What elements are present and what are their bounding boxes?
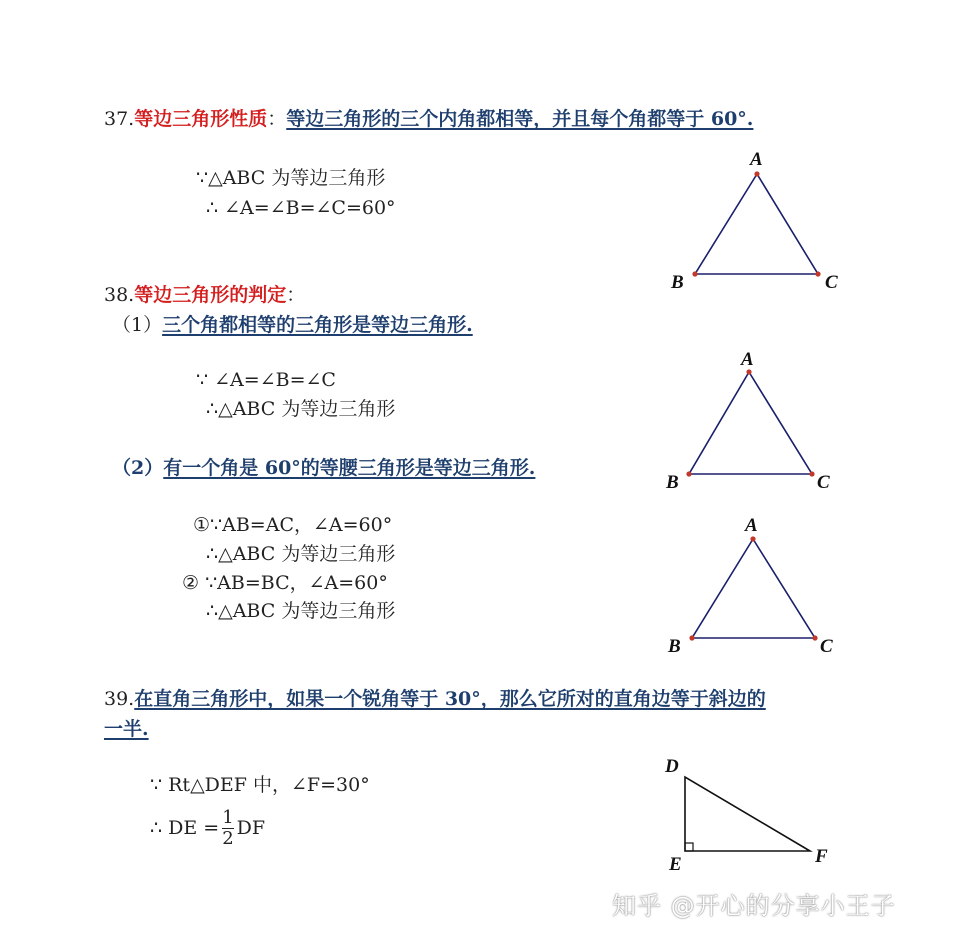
part-label: （2） xyxy=(112,457,164,479)
label-f: F xyxy=(815,846,828,867)
s38-c2-because: ② ∵AB=BC，∠A=60° xyxy=(182,572,388,594)
part-statement: 有一个角是 60°的等腰三角形是等边三角形. xyxy=(163,457,536,479)
label-c: C xyxy=(820,636,833,657)
section-number: 39. xyxy=(104,688,135,710)
s38-p1-therefore: ∴△ABC 为等边三角形 xyxy=(206,398,396,420)
s39-because: ∵ Rt△DEF 中，∠F=30° xyxy=(150,774,370,796)
section-statement: 等边三角形的三个内角都相等，并且每个角都等于 60°. xyxy=(286,108,754,130)
section-statement-line1: 在直角三角形中，如果一个锐角等于 30°，那么它所对的直角边等于斜边的 xyxy=(134,688,766,710)
right-triangle-def xyxy=(664,756,828,875)
section-title: 等边三角形性质 xyxy=(134,108,268,130)
because-text: △ABC 为等边三角形 xyxy=(208,167,386,189)
label-b: B xyxy=(671,272,684,293)
triangle-abc-1 xyxy=(670,149,838,293)
section-number: 38. xyxy=(104,284,135,306)
label-c: C xyxy=(825,272,838,293)
label-a: A xyxy=(750,149,763,170)
therefore-symbol: ∴ xyxy=(206,197,219,219)
triangle-abc-3 xyxy=(667,515,833,657)
s38-c1-because: ①∵AB=AC，∠A=60° xyxy=(193,514,393,536)
label-d: D xyxy=(665,756,679,777)
fraction-numerator: 1 xyxy=(222,806,234,828)
triangle-abc-2 xyxy=(665,349,830,493)
s38-c1-therefore: ∴△ABC 为等边三角形 xyxy=(206,543,396,565)
label-a: A xyxy=(745,515,758,536)
therefore-right: DF xyxy=(236,817,266,839)
s38-c2-therefore: ∴△ABC 为等边三角形 xyxy=(206,600,396,622)
therefore-text: ∠A=∠B=∠C=60° xyxy=(224,197,396,219)
label-e: E xyxy=(669,854,682,875)
watermark: 知乎 @开心的分享小王子 xyxy=(612,892,896,920)
part-statement: 三个角都相等的三角形是等边三角形. xyxy=(162,314,473,336)
section-number: 37. xyxy=(104,108,135,130)
therefore-left: ∴ DE = xyxy=(150,817,220,839)
colon: ： xyxy=(267,108,287,130)
fraction-denominator: 2 xyxy=(222,827,234,849)
section-title: 等边三角形的判定 xyxy=(134,284,287,306)
s38-p1-because: ∵ ∠A=∠B=∠C xyxy=(196,369,336,391)
right-angle-mark xyxy=(685,843,693,851)
colon: ： xyxy=(286,284,306,306)
part-label: （1） xyxy=(112,314,163,336)
label-c: C xyxy=(817,472,830,493)
section-statement-line2: 一半. xyxy=(104,718,149,740)
label-b: B xyxy=(666,472,679,493)
label-b: B xyxy=(668,636,681,657)
label-a: A xyxy=(741,349,754,370)
because-symbol: ∵ xyxy=(196,167,209,189)
